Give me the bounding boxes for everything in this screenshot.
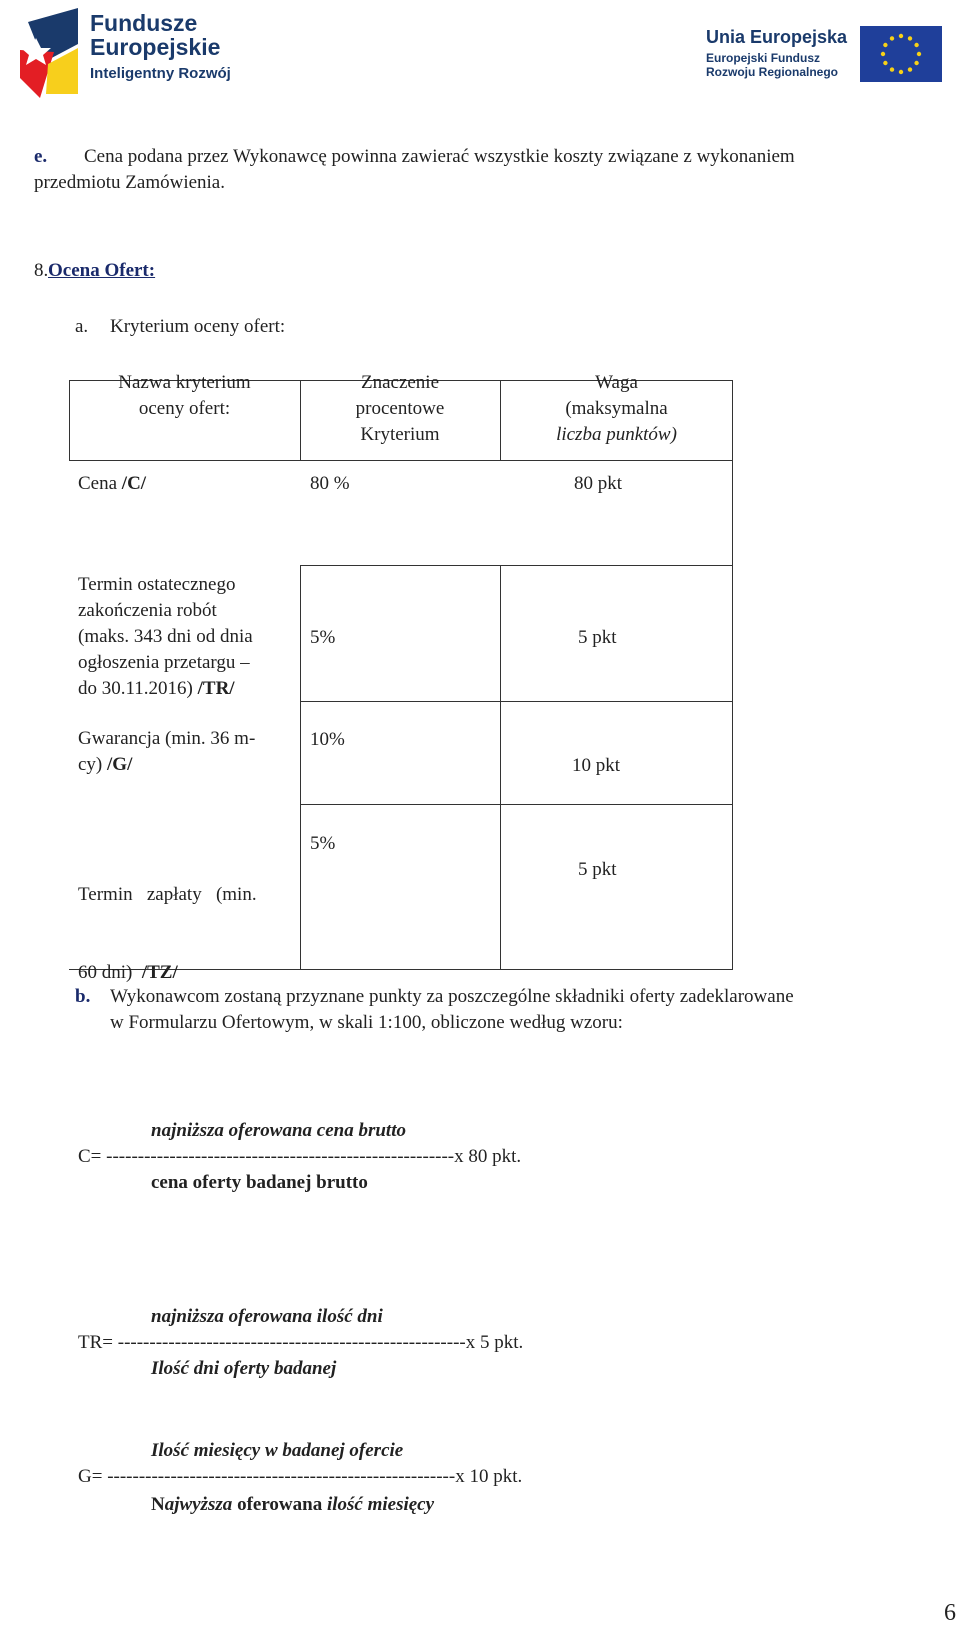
row-g-points: 10 pkt	[572, 755, 621, 776]
header-col2-line1: Znaczenie	[360, 372, 440, 393]
fe-logo-line2: Europejskie	[90, 34, 221, 60]
row-tz-name-line1: Termin zapłaty (min.	[78, 884, 257, 905]
ue-logo-line3: Rozwoju Regionalnego	[706, 65, 838, 79]
header-weight	[500, 370, 733, 448]
ue-logo-line2: Europejski Fundusz	[706, 51, 821, 65]
header-criterion-name	[69, 370, 300, 422]
formula-c-rhs: x 80 pkt.	[454, 1146, 522, 1167]
row-tz-percent: 5%	[310, 833, 336, 854]
formula-g-denominator-n: N	[151, 1494, 165, 1515]
item-a-text: Kryterium oceny ofert:	[110, 316, 286, 337]
header-col3-line1: Waga	[595, 372, 638, 393]
row-cena-points: 80 pkt	[574, 473, 623, 494]
formula-g-denominator	[151, 1494, 434, 1516]
formula-g-denominator-c: ilość miesięcy	[326, 1494, 435, 1515]
item-a-marker: a.	[75, 316, 89, 337]
row-cena-percent: 80 %	[310, 473, 350, 494]
header-col2-line2: procentowe	[355, 398, 445, 419]
row-tr-name-line5: do 30.11.2016)	[78, 678, 198, 699]
row-tz-code: /TZ/	[141, 962, 178, 983]
item-e-marker: e.	[34, 146, 48, 167]
item-b-text-line2: w Formularzu Ofertowym, w skali 1:100, obliczone według wzoru:	[110, 1012, 623, 1033]
eu-flag-icon	[860, 26, 942, 82]
formula-g-dashes: -------------------------------------------------------	[107, 1466, 456, 1487]
page-number: 6	[944, 1600, 956, 1626]
section-8-number: 8.	[34, 260, 49, 281]
header-col3-line3: liczba punktów)	[556, 424, 677, 445]
formula-tr-lhs: TR=	[78, 1332, 118, 1353]
row-g-name-line2: cy)	[78, 754, 108, 775]
formula-tr-rhs: x 5 pkt.	[465, 1332, 524, 1353]
row-g-percent: 10%	[310, 729, 345, 750]
row-tr-name-line4: ogłoszenia przetargu –	[78, 652, 250, 673]
fundusze-europejskie-logo	[20, 8, 260, 98]
header-col1-line2: oceny ofert:	[138, 398, 231, 419]
unia-europejska-logo	[706, 26, 946, 91]
formula-g-line	[78, 1466, 522, 1488]
row-g-name	[78, 726, 255, 778]
fe-star-icon	[20, 8, 80, 98]
formula-tr-dashes: -------------------------------------------------------	[117, 1332, 466, 1353]
fe-logo-line3: Inteligentny Rozwój	[90, 65, 231, 82]
ue-logo-line1: Unia Europejska	[706, 27, 848, 47]
formula-c-lhs: C=	[78, 1146, 107, 1167]
row-tr-name-line3: (maks. 343 dni od dnia	[78, 626, 253, 647]
item-b-marker: b.	[75, 986, 91, 1007]
row-tr-points: 5 pkt	[578, 627, 617, 648]
formula-g-denominator-a: ajwyższa	[164, 1494, 233, 1515]
row-tr-code: /TR/	[197, 678, 235, 699]
row-cena-name	[78, 470, 146, 497]
formula-tr-line	[78, 1332, 523, 1354]
item-b-text-line1: Wykonawcom zostaną przyznane punkty za poszczególne składniki oferty zadeklarowane	[110, 986, 794, 1007]
formula-tr-denominator: Ilość dni oferty badanej	[151, 1358, 337, 1379]
formula-g-rhs: x 10 pkt.	[455, 1466, 523, 1487]
item-e-text-line1: Cena podana przez Wykonawcę powinna zawierać wszystkie koszty związane z wykonaniem	[84, 146, 795, 167]
formula-g-lhs: G=	[78, 1466, 108, 1487]
formula-g-numerator: Ilość miesięcy w badanej ofercie	[151, 1440, 404, 1461]
row-tz-points: 5 pkt	[578, 859, 617, 880]
row-tr-name	[78, 572, 253, 702]
row-tz-name-line2: 60 dni)	[78, 962, 142, 983]
formula-c-numerator: najniższa oferowana cena brutto	[151, 1120, 406, 1141]
header-col3-line2: (maksymalna	[565, 398, 668, 419]
row-tr-percent: 5%	[310, 627, 336, 648]
row-g-code: /G/	[107, 754, 133, 775]
formula-c-line	[78, 1146, 521, 1168]
formula-c-dashes: -------------------------------------------------------	[106, 1146, 455, 1167]
header-col1-line1: Nazwa kryterium	[118, 372, 251, 393]
formula-g-denominator-b: oferowana	[232, 1494, 327, 1515]
item-e-text-line2: przedmiotu Zamówienia.	[34, 172, 225, 193]
row-tr-name-line2: zakończenia robót	[78, 600, 217, 621]
section-8-title: Ocena Ofert:	[48, 260, 156, 281]
criteria-table	[69, 372, 733, 983]
formula-tr-numerator: najniższa oferowana ilość dni	[151, 1306, 383, 1327]
row-cena-code: /C/	[121, 473, 147, 494]
header-percentage	[300, 370, 500, 448]
row-tr-name-line1: Termin ostatecznego	[78, 574, 236, 595]
formula-c-denominator: cena oferty badanej brutto	[151, 1172, 368, 1193]
fe-logo-line1: Fundusze	[90, 10, 198, 36]
header-col2-line3: Kryterium	[360, 424, 440, 445]
row-cena-name-text: Cena	[78, 473, 122, 494]
row-g-name-line1: Gwarancja (min. 36 m-	[78, 728, 256, 749]
